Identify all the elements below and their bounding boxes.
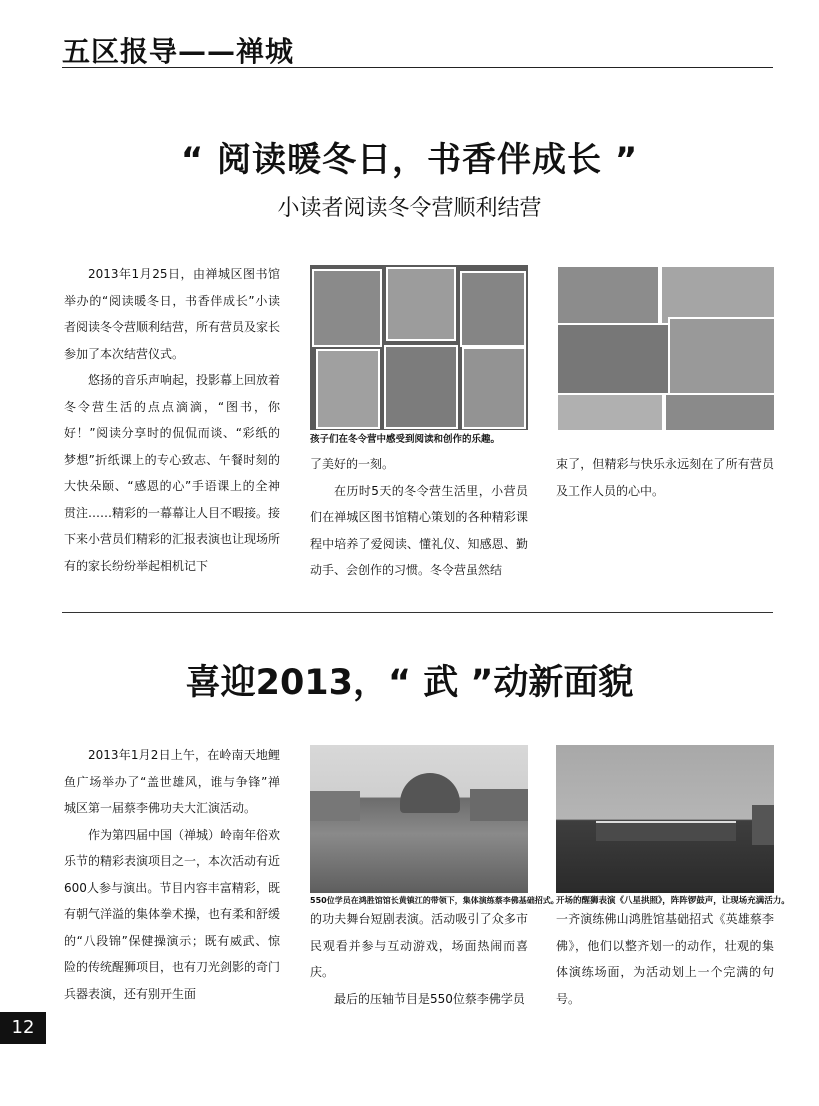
paragraph: 2013年1月2日上午，在岭南天地鲤鱼广场举办了“盖世雄风，谁与争锋”禅城区第一届蔡李佛功夫大汇演活动。 [64,748,280,815]
paragraph: 一齐演练佛山鸿胜馆基础招式《英雄蔡李佛》，他们以整齐划一的动作，壮观的集体演练场面，为活动划上一个完满的句号。 [556,912,774,1006]
article2-column-2 [310,906,528,1012]
article2-column-3 [556,906,774,1012]
paragraph: 悠扬的音乐声响起，投影幕上回放着冬令营生活的点点滴滴，“图书，你好！”阅读分享时的侃侃而谈、“彩纸的梦想”折纸课上的专心致志、午餐时刻的大快朵颐、“感恩的心”手语课上的全神贯注……精彩的一幕幕让人目不暇接。接下来小营员们精彩的汇报表演也让现场所有的家长纷纷举起相机记下 [64,373,281,573]
paragraph: 作为第四届中国（禅城）岭南年俗欢乐节的精彩表演项目之一，本次活动有近600人参与演出。节目内容丰富精彩，既有朝气洋溢的集体拳术操，也有柔和舒缓的“八段锦”保健操演示；既有威武、惊险的传统醒狮项目，也有刀光剑影的奇门兵器表演，还有别开生面 [64,827,281,1001]
section-divider [62,612,773,613]
kungfu-performance-photo [310,745,528,893]
article1-column-2 [310,451,528,584]
article1-title: “ 阅读暖冬日，书香伴成长 ” [180,140,639,180]
article2-column-1 [64,742,280,1007]
paragraph: 的功夫舞台短剧表演。活动吸引了众多市民观看并参与互动游戏，场面热闹而喜庆。 [310,912,528,979]
article1-subtitle: 小读者阅读冬令营顺利结营 [277,196,542,221]
paragraph: 最后的压轴节目是550位蔡李佛学员 [334,991,525,1006]
kids-collage-photo [310,265,528,430]
header-rule [62,67,773,68]
page-number: 12 [0,1012,46,1044]
article2-photo2-caption: 开场的醒狮表演《八星拱照》，阵阵锣鼓声，让现场充满活力。 [556,896,790,906]
article2-photo1-caption: 550位学员在鸿胜馆馆长黄镇江的带领下，集体演练蔡李佛基础招式。 [310,896,559,905]
article2-title: 喜迎2013，“ 武 ”动新面貌 [185,663,634,703]
article1-column-1 [64,261,280,579]
paragraph: 在历时5天的冬令营生活里，小营员们在禅城区图书馆精心策划的各种精彩课程中培养了爱阅读、懂礼仪、知感恩、勤动手、会创作的习惯。冬令营虽然结 [310,483,528,577]
paragraph: 了美好的一刻。 [310,457,395,471]
paragraph: 束了，但精彩与快乐永远刻在了所有营员及工作人员的心中。 [556,457,774,498]
paragraph: 2013年1月25日，由禅城区图书馆举办的“阅读暖冬日，书香伴成长”小读者阅读冬令营顺利结营，所有营员及家长参加了本次结营仪式。 [64,267,281,361]
article1-photo1-caption: 孩子们在冬令营中感受到阅读和创作的乐趣。 [310,434,501,445]
section-tag: 五区报导——禅城 [62,35,295,68]
camp-activities-collage-photo [556,265,774,430]
lion-dance-photo [556,745,774,893]
article1-column-3 [556,451,774,504]
